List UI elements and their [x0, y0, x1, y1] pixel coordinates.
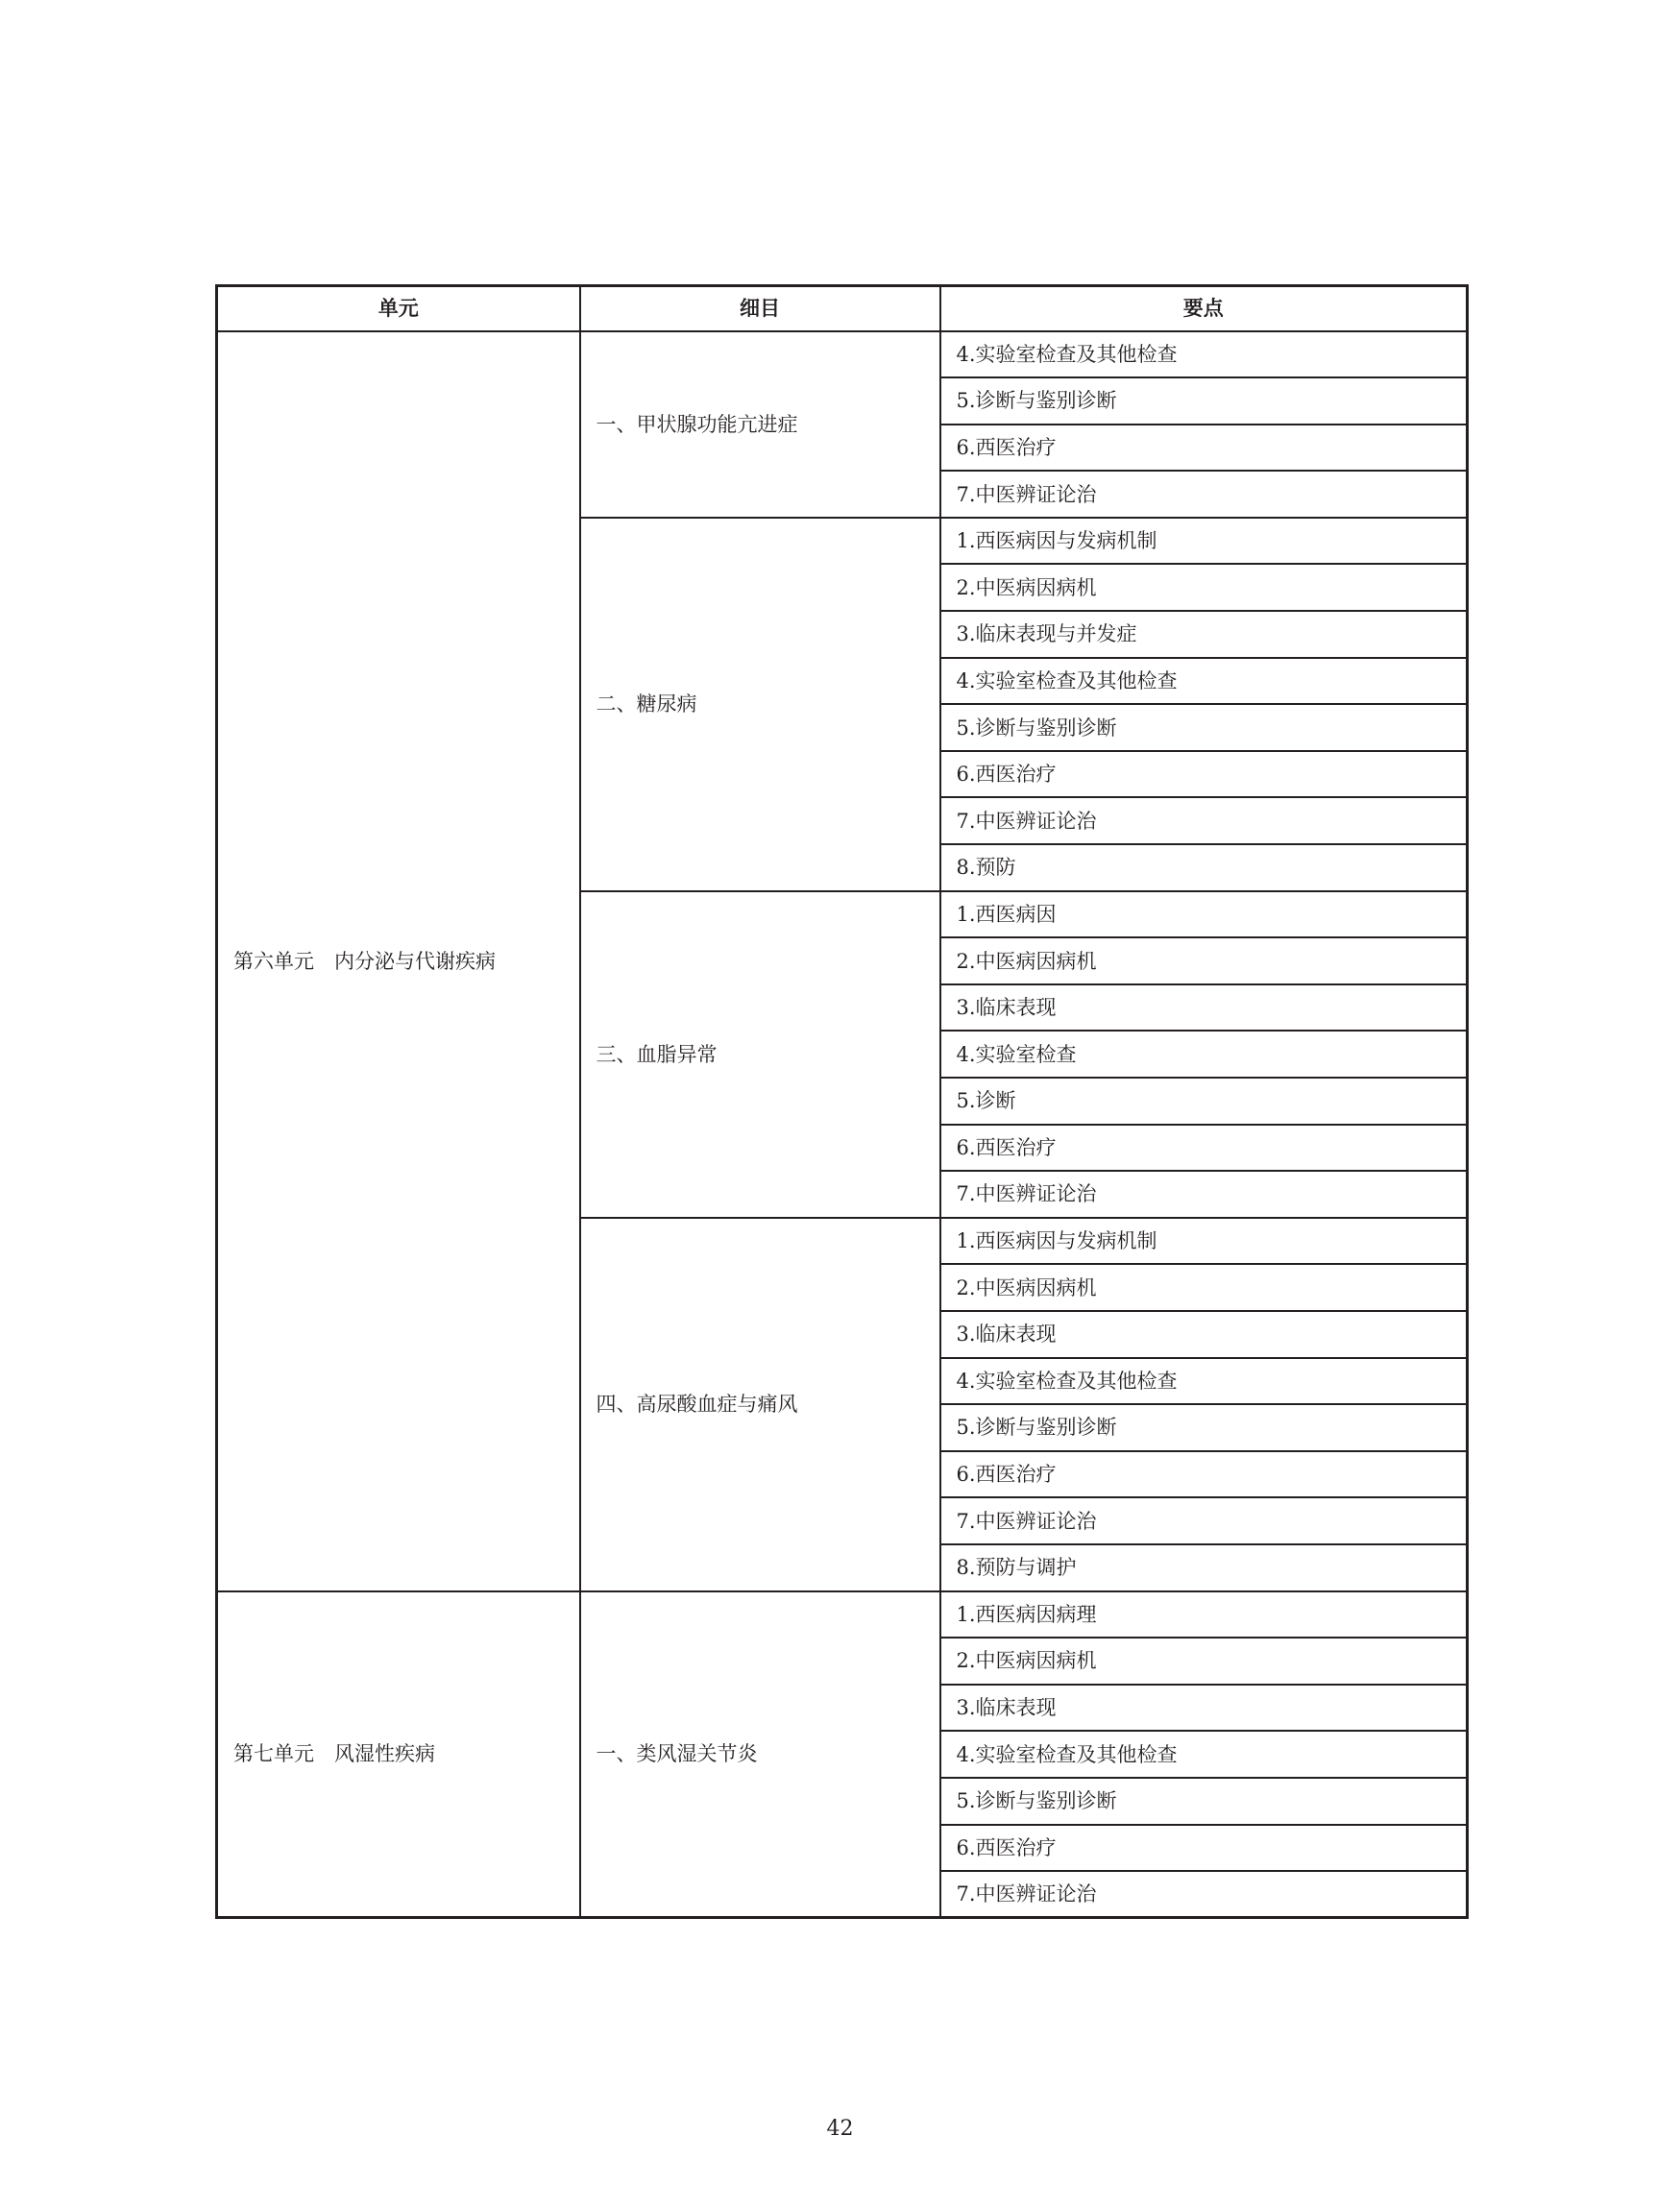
header-key-points: 要点 — [940, 286, 1468, 331]
item-cell: 一、甲状腺功能亢进症 — [580, 331, 940, 518]
key-point-cell: 6.西医治疗 — [940, 1825, 1468, 1872]
key-point-cell: 6.西医治疗 — [940, 751, 1468, 798]
header-unit: 单元 — [217, 286, 580, 331]
key-point-cell: 5.诊断与鉴别诊断 — [940, 1778, 1468, 1825]
key-point-cell: 7.中医辨证论治 — [940, 1497, 1468, 1544]
key-point-cell: 3.临床表现 — [940, 1311, 1468, 1358]
key-point-cell: 6.西医治疗 — [940, 1125, 1468, 1172]
key-point-cell: 1.西医病因病理 — [940, 1591, 1468, 1639]
key-point-cell: 1.西医病因与发病机制 — [940, 518, 1468, 565]
key-point-cell: 4.实验室检查 — [940, 1031, 1468, 1078]
key-point-cell: 2.中医病因病机 — [940, 937, 1468, 984]
key-point-cell: 3.临床表现 — [940, 984, 1468, 1032]
key-point-cell: 5.诊断与鉴别诊断 — [940, 377, 1468, 425]
key-point-cell: 2.中医病因病机 — [940, 1638, 1468, 1685]
item-cell: 一、类风湿关节炎 — [580, 1591, 940, 1918]
key-point-cell: 3.临床表现与并发症 — [940, 611, 1468, 658]
key-point-cell: 8.预防 — [940, 844, 1468, 891]
key-point-cell: 1.西医病因 — [940, 891, 1468, 938]
key-point-cell: 4.实验室检查及其他检查 — [940, 331, 1468, 378]
key-point-cell: 8.预防与调护 — [940, 1544, 1468, 1591]
key-point-cell: 3.临床表现 — [940, 1685, 1468, 1732]
key-point-cell: 6.西医治疗 — [940, 1451, 1468, 1498]
table-row — [217, 331, 1468, 378]
item-cell: 二、糖尿病 — [580, 518, 940, 891]
key-point-cell: 4.实验室检查及其他检查 — [940, 658, 1468, 705]
page-number: 42 — [826, 2117, 854, 2141]
table-row — [217, 1591, 1468, 1639]
header-item: 细目 — [580, 286, 940, 331]
key-point-cell: 1.西医病因与发病机制 — [940, 1218, 1468, 1265]
key-point-cell: 6.西医治疗 — [940, 425, 1468, 472]
header-row — [217, 286, 1468, 331]
key-point-cell: 7.中医辨证论治 — [940, 797, 1468, 844]
key-point-cell: 7.中医辨证论治 — [940, 1171, 1468, 1218]
key-point-cell: 5.诊断与鉴别诊断 — [940, 1404, 1468, 1451]
key-point-cell: 4.实验室检查及其他检查 — [940, 1358, 1468, 1405]
item-cell: 四、高尿酸血症与痛风 — [580, 1218, 940, 1591]
table-body — [217, 331, 1468, 1918]
syllabus-table — [215, 284, 1469, 1919]
key-point-cell: 7.中医辨证论治 — [940, 471, 1468, 518]
key-point-cell: 2.中医病因病机 — [940, 564, 1468, 611]
unit-cell: 第六单元 内分泌与代谢疾病 — [217, 331, 580, 1591]
key-point-cell: 2.中医病因病机 — [940, 1264, 1468, 1311]
key-point-cell: 7.中医辨证论治 — [940, 1871, 1468, 1918]
key-point-cell: 4.实验室检查及其他检查 — [940, 1731, 1468, 1778]
key-point-cell: 5.诊断与鉴别诊断 — [940, 704, 1468, 751]
table-header — [217, 286, 1468, 331]
key-point-cell: 5.诊断 — [940, 1078, 1468, 1125]
item-cell: 三、血脂异常 — [580, 891, 940, 1218]
unit-cell: 第七单元 风湿性疾病 — [217, 1591, 580, 1918]
